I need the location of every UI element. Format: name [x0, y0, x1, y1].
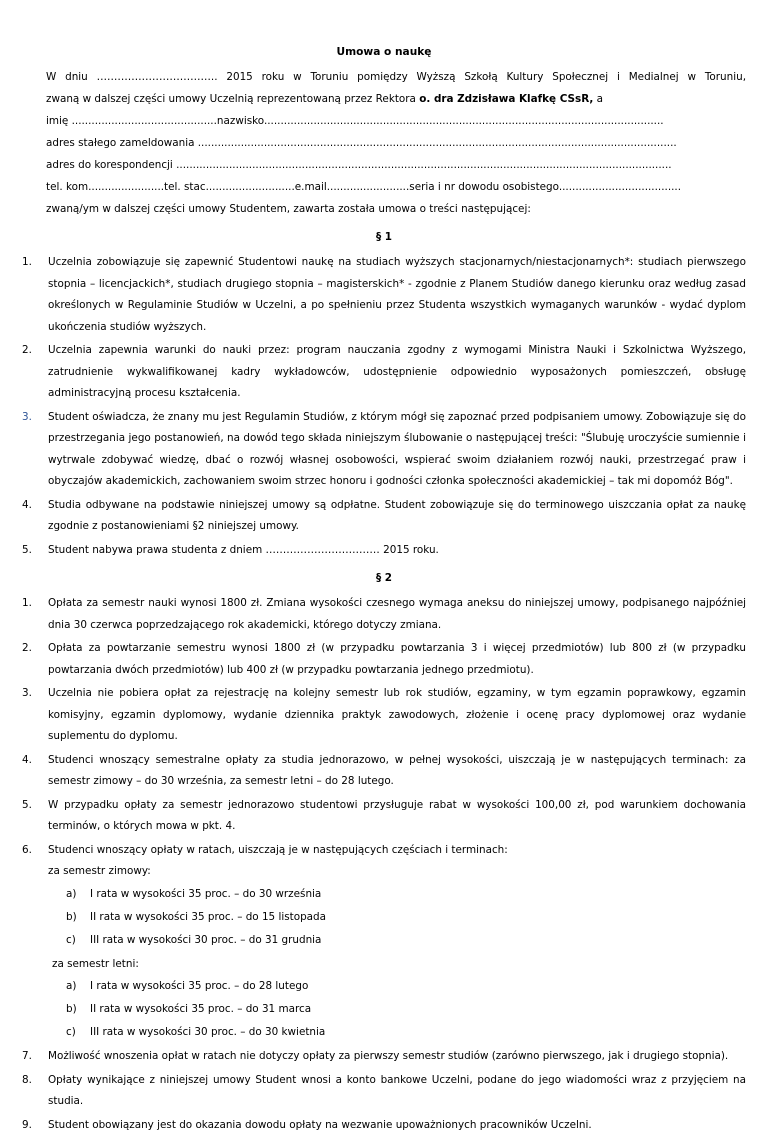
section-2-list [22, 593, 746, 1136]
item-number: 4. [22, 495, 32, 517]
item-text: Opłaty wynikające z niniejszej umowy Student wnosi a konto bankowe Uczelni, podane do jego wiadomości wraz z przyjęciem na studia. [48, 1074, 746, 1108]
document-title: Umowa o naukę [22, 46, 746, 58]
item-number: 5. [22, 540, 32, 562]
intro-line-correspondence: adres do korespondencji ...................................................................................................................................................... [46, 154, 746, 176]
intro-rector-prefix: zwaną w dalszej części umowy Uczelnią reprezentowaną przez Rektora [46, 93, 419, 105]
section-1-list [22, 252, 746, 561]
installment-letter: b) [66, 906, 77, 929]
item-number: 5. [22, 795, 32, 817]
intro-line-address: adres stałego zameldowania ................................................................................................................................................. [46, 132, 746, 154]
item-number: 4. [22, 750, 32, 772]
installment-row [66, 883, 746, 906]
list-item [22, 252, 746, 338]
item-text: Student obowiązany jest do okazania dowodu opłaty na wezwanie upoważnionych pracowników Uczelni. [48, 1119, 592, 1131]
section-1-heading: § 1 [22, 228, 746, 246]
list-item [22, 638, 746, 681]
item-text: Uczelnia zapewnia warunki do nauki przez: program nauczania zgodny z wymogami Ministra Nauki i Szkolnictwa Wyższego, zatrudnienie wykwalifikowanej kadry wykładowców, udostępnienie odpowiednio wyposażonych pomieszczeń, obsługę administracyjną procesu kształcenia. [48, 344, 746, 399]
intro-rector-suffix: a [593, 93, 603, 105]
installment-letter: a) [66, 975, 76, 998]
section-2-heading: § 2 [22, 569, 746, 587]
item-number: 2. [22, 638, 32, 660]
list-item [22, 407, 746, 493]
intro-line-date: W dniu …………………………….. 2015 roku w Toruniu pomiędzy Wyższą Szkołą Kultury Społecznej i Medialnej w Toruniu, [46, 66, 746, 88]
list-item [22, 683, 746, 748]
list-item [22, 1070, 746, 1113]
installment-text: I rata w wysokości 35 proc. – do 30 września [90, 888, 321, 900]
list-item [22, 540, 746, 562]
item-number: 3. [22, 683, 32, 705]
intro-line-student: zwaną/ym w dalszej części umowy Studentem, zawarta została umowa o treści następującej: [46, 198, 746, 220]
installment-text: III rata w wysokości 30 proc. – do 31 grudnia [90, 934, 321, 946]
installment-letter: b) [66, 998, 77, 1021]
winter-semester-label: za semestr zimowy: [48, 861, 746, 883]
item-text: Studenci wnoszący semestralne opłaty za studia jednorazowo, w pełnej wysokości, uiszczają je w następujących terminach: za semestr zimowy – do 30 września, za semestr letni – do 28 lutego. [48, 754, 746, 788]
summer-installment-list [48, 975, 746, 1044]
item-number: 7. [22, 1046, 32, 1068]
contract-intro [46, 66, 746, 220]
item-text: Studia odbywane na podstawie niniejszej umowy są odpłatne. Student zobowiązuje się do terminowego uiszczania opłat za naukę zgodnie z postanowieniami §2 niniejszej umowy. [48, 499, 746, 533]
intro-line-rector [46, 88, 746, 110]
installment-letter: c) [66, 1021, 76, 1044]
winter-installment-list [48, 883, 746, 952]
item-number: 2. [22, 340, 32, 362]
installment-text: III rata w wysokości 30 proc. – do 30 kwietnia [90, 1026, 325, 1038]
installment-text: II rata w wysokości 35 proc. – do 15 listopada [90, 911, 326, 923]
item-text: Uczelnia nie pobiera opłat za rejestrację na kolejny semestr lub rok studiów, egzaminy, w tym egzamin poprawkowy, egzamin komisyjny, egzamin dyplomowy, wydanie dziennika praktyk zawodowych, złożenie i ocenę pracy dyplomowej oraz wydanie suplementu do dyplomu. [48, 687, 746, 742]
list-item [22, 750, 746, 793]
item-text: Opłata za semestr nauki wynosi 1800 zł. Zmiana wysokości czesnego wymaga aneksu do niniejszej umowy, podpisanego najpóźniej dnia 30 czerwca poprzedzającego rok akademicki, którego dotyczy zmiana. [48, 597, 746, 631]
list-item [22, 593, 746, 636]
item-text: W przypadku opłaty za semestr jednorazowo studentowi przysługuje rabat w wysokości 100,00 zł, pod warunkiem dochowania terminów, o których mowa w pkt. 4. [48, 799, 746, 833]
item-number: 9. [22, 1115, 32, 1136]
item-number: 6. [22, 840, 32, 862]
intro-line-name: imię ............................................nazwisko......................................................................................................................... [46, 110, 746, 132]
installment-row [66, 929, 746, 952]
list-item [22, 495, 746, 538]
list-item [22, 795, 746, 838]
item-text: Student nabywa prawa studenta z dniem …………………………… 2015 roku. [48, 544, 439, 556]
installment-row [66, 998, 746, 1021]
list-item [22, 340, 746, 405]
item-text: Możliwość wnoszenia opłat w ratach nie dotyczy opłaty za pierwszy semestr studiów (zarówno pierwszego, jak i drugiego stopnia). [48, 1050, 728, 1062]
item-text: Student oświadcza, że znany mu jest Regulamin Studiów, z którym mógł się zapoznać przed podpisaniem umowy. Zobowiązuje się do przestrzegania jego postanowień, na dowód tego składa niniejszym ślubowanie o następującej treści: "Ślubuję uroczyście sumiennie i wytrwale zdobywać wiedzę, dbać o rozwój własnej osobowości, wspierać swoim działaniem rozwój nauki, przestrzegać praw i obyczajów akademickich, zachowaniem swoim strzec honoru i godności członka społeczności akademickiej – tak mi dopomóż Bóg". [48, 411, 746, 488]
item-number: 1. [22, 593, 32, 615]
item-number: 1. [22, 252, 32, 274]
installment-letter: c) [66, 929, 76, 952]
installment-text: I rata w wysokości 35 proc. – do 28 lutego [90, 980, 308, 992]
item-text: Studenci wnoszący opłaty w ratach, uiszczają je w następujących częściach i terminach: [48, 844, 508, 856]
installments-winter [48, 861, 746, 1044]
summer-semester-label: za semestr letni: [52, 954, 746, 976]
installment-row [66, 1021, 746, 1044]
intro-line-contact: tel. kom.......................tel. stac...........................e.mail.........................seria i nr dowodu osobistego..................................... [46, 176, 746, 198]
list-item [22, 840, 746, 1045]
installment-text: II rata w wysokości 35 proc. – do 31 marca [90, 1003, 311, 1015]
item-number: 3. [22, 407, 32, 429]
installment-row [66, 975, 746, 998]
item-number: 8. [22, 1070, 32, 1092]
rector-name: o. dra Zdzisława Klafkę CSsR, [419, 93, 593, 105]
list-item [22, 1046, 746, 1068]
item-text: Opłata za powtarzanie semestru wynosi 1800 zł (w przypadku powtarzania 3 i więcej przedmiotów) lub 800 zł (w przypadku powtarzania dwóch przedmiotów) lub 400 zł (w przypadku powtarzania jednego przedmiotu). [48, 642, 746, 676]
item-text: Uczelnia zobowiązuje się zapewnić Studentowi naukę na studiach wyższych stacjonarnych/niestacjonarnych*: studiach pierwszego stopnia – licencjackich*, studiach drugiego stopnia – magisterskich* - zgodnie z Planem Studiów danego kierunku oraz według zasad określonych w Regulaminie Studiów w Uczelni, a po spełnieniu przez Studenta wszystkich wymaganych warunków - wydać dyplom ukończenia studiów wyższych. [48, 256, 746, 333]
installment-letter: a) [66, 883, 76, 906]
installment-row [66, 906, 746, 929]
list-item [22, 1115, 746, 1136]
